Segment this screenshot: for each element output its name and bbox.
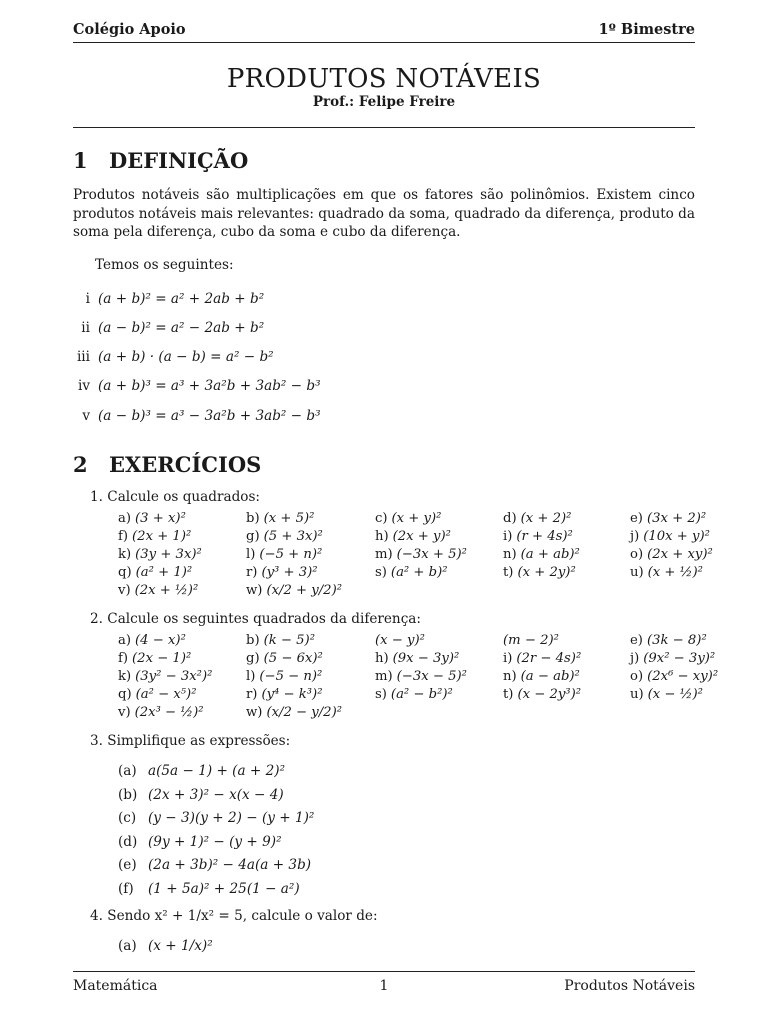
exercise-item-expression: (a² + 1)²	[135, 565, 193, 580]
exercise-item-label: u)	[630, 687, 644, 702]
exercise-item	[375, 651, 459, 666]
identity-expression: (a − b)² = a² − 2ab + b²	[98, 320, 265, 336]
exercise-item-label: h)	[375, 651, 389, 666]
exercise-item	[118, 583, 198, 598]
exercise-item-label: e)	[630, 633, 643, 648]
exercise-subitem	[118, 938, 213, 954]
title-rule	[73, 127, 695, 128]
exercise-subitem-expression: a(5a − 1) + (a + 2)²	[148, 763, 286, 779]
exercise-item-expression: (10x + y)²	[643, 529, 710, 544]
identity-label: iii	[76, 349, 90, 365]
exercise-item	[246, 511, 314, 526]
exercise-item-label: s)	[375, 687, 387, 702]
exercise-item-label: s)	[375, 565, 387, 580]
exercise-item-label: n)	[503, 547, 517, 562]
exercise-item-expression: (−5 − n)²	[259, 669, 323, 684]
exercise-item-label: q)	[118, 565, 132, 580]
exercise-item-label: j)	[630, 529, 640, 544]
exercise-item-label: b)	[246, 511, 260, 526]
exercise-item-label: i)	[503, 651, 513, 666]
exercise-item	[246, 705, 342, 720]
exercise-item	[118, 669, 212, 684]
exercise-item-expression: (2x + xy)²	[647, 547, 713, 562]
exercise-item-expression: (a − ab)²	[520, 669, 580, 684]
exercise-item	[503, 669, 580, 684]
exercise-subitem-label: (d)	[118, 833, 138, 850]
footer-subject: Matemática	[73, 978, 158, 994]
exercise-item-expression: (2x⁶ − xy)²	[647, 669, 719, 684]
exercise-item-label: l)	[246, 547, 256, 562]
exercise-item	[118, 565, 192, 580]
exercise-item-expression: (−3x − 5)²	[396, 669, 467, 684]
exercise-subitem-label: (a)	[118, 938, 137, 954]
exercise-item-label: o)	[630, 547, 644, 562]
exercise-item	[630, 529, 710, 544]
exercise-item-expression: (x − ½)²	[647, 687, 703, 702]
exercise-item-expression: (m − 2)²	[503, 633, 559, 648]
exercise-item-label: w)	[246, 583, 263, 598]
exercise-item-label: k)	[118, 547, 132, 562]
exercise-item	[246, 687, 322, 702]
exercise-item	[503, 529, 573, 544]
exercise-item-label: i)	[503, 529, 513, 544]
exercise-item	[246, 547, 322, 562]
exercise-item-label: w)	[246, 705, 263, 720]
exercise-item	[503, 633, 559, 648]
exercise-subitem-expression: (y − 3)(y + 2) − (y + 1)²	[148, 810, 315, 826]
identity-label: ii	[81, 320, 90, 336]
exercise-item	[630, 633, 707, 648]
exercise-2-title: 2. Calcule os seguintes quadrados da diferença:	[90, 611, 421, 627]
exercise-item	[246, 529, 323, 544]
exercise-item-label: a)	[118, 633, 132, 648]
section-title: DEFINIÇÃO	[109, 148, 249, 173]
exercise-4-title: 4. Sendo x² + 1/x² = 5, calcule o valor de:	[90, 908, 378, 924]
exercise-subitem	[118, 787, 284, 803]
exercise-subitem	[118, 810, 314, 826]
section-heading-definicao	[73, 148, 248, 173]
exercise-item-expression: (5 + 3x)²	[263, 529, 323, 544]
exercise-item-label: q)	[118, 687, 132, 702]
exercise-item-label: a)	[118, 511, 132, 526]
exercise-item-expression: (y⁴ − k³)²	[261, 687, 323, 702]
section-heading-exercicios	[73, 452, 261, 477]
page-footer	[73, 978, 695, 998]
exercise-1-title: 1. Calcule os quadrados:	[90, 489, 261, 505]
exercise-item	[630, 687, 703, 702]
exercise-item-expression: (5 − 6x)²	[263, 651, 323, 666]
exercise-item	[246, 565, 318, 580]
exercise-item-expression: (x + y)²	[391, 511, 442, 526]
identity-expression: (a − b)³ = a³ − 3a²b + 3ab² − b³	[98, 408, 321, 424]
exercise-item-expression: (3y² − 3x²)²	[135, 669, 213, 684]
exercise-item-label: h)	[375, 529, 389, 544]
exercise-item-label: r)	[246, 687, 258, 702]
exercise-item	[375, 633, 425, 648]
exercise-item	[630, 547, 713, 562]
exercise-3-title: 3. Simplifique as expressões:	[90, 733, 291, 749]
identity-label: iv	[77, 378, 90, 394]
exercise-item-label: t)	[503, 687, 514, 702]
exercise-item-label: d)	[503, 511, 517, 526]
identity-label: v	[82, 408, 90, 424]
exercise-item-label: m)	[375, 547, 393, 562]
exercise-item	[118, 651, 191, 666]
exercise-subitem	[118, 881, 300, 897]
page-number: 1	[379, 978, 389, 994]
term-label: 1º Bimestre	[598, 21, 695, 38]
exercise-item	[375, 547, 467, 562]
exercise-item-expression: (x + 2y)²	[517, 565, 576, 580]
exercise-item	[503, 687, 581, 702]
identity-expression: (a + b)² = a² + 2ab + b²	[98, 291, 265, 307]
exercise-item-expression: (2x + ½)²	[134, 583, 199, 598]
exercise-subitem-label: (f)	[118, 880, 134, 897]
exercise-item-expression: (x − y)²	[375, 633, 425, 648]
section-title: EXERCÍCIOS	[109, 452, 262, 477]
exercise-item-label: r)	[246, 565, 258, 580]
exercise-item-expression: (9x² − 3y)²	[643, 651, 716, 666]
exercise-item-label: g)	[246, 529, 260, 544]
exercise-item-expression: (3k − 8)²	[646, 633, 707, 648]
exercise-item-label: b)	[246, 633, 260, 648]
exercise-subitem	[118, 834, 282, 850]
exercise-item-label: l)	[246, 669, 256, 684]
exercise-item-expression: (2r − 4s)²	[516, 651, 582, 666]
exercise-item-label: o)	[630, 669, 644, 684]
exercise-item	[118, 705, 204, 720]
exercise-item	[503, 651, 581, 666]
identity-expression: (a + b)³ = a³ + 3a²b + 3ab² − b³	[98, 378, 321, 394]
exercise-item-expression: (x + ½)²	[647, 565, 703, 580]
header-rule	[73, 42, 695, 43]
exercise-subitem-expression: (2x + 3)² − x(x − 4)	[148, 786, 284, 803]
exercise-item	[118, 529, 191, 544]
exercise-item	[630, 651, 715, 666]
exercise-item	[246, 669, 322, 684]
exercise-item-label: u)	[630, 565, 644, 580]
exercise-item-expression: (2x³ − ½)²	[134, 705, 204, 720]
definition-intro: Temos os seguintes:	[95, 257, 234, 273]
footer-topic: Produtos Notáveis	[564, 978, 695, 994]
exercise-item	[118, 633, 186, 648]
exercise-item-label: f)	[118, 529, 129, 544]
exercise-item-expression: (x/2 + y/2)²	[266, 583, 343, 598]
exercise-item-label: g)	[246, 651, 260, 666]
exercise-item-expression: (k − 5)²	[263, 633, 315, 648]
exercise-subitem-expression: (2a + 3b)² − 4a(a + 3b)	[148, 857, 312, 873]
exercise-item-expression: (x + 5)²	[263, 511, 315, 526]
exercise-item-label: j)	[630, 651, 640, 666]
exercise-subitem-label: (a)	[118, 763, 137, 779]
exercise-item-expression: (−3x + 5)²	[396, 547, 467, 562]
exercise-item-expression: (a + ab)²	[520, 547, 580, 562]
exercise-item	[503, 511, 571, 526]
exercise-item-expression: (2x + 1)²	[132, 529, 192, 544]
exercise-item	[375, 511, 441, 526]
exercise-subitem	[118, 857, 311, 873]
page-header	[73, 21, 695, 43]
exercise-item	[118, 687, 196, 702]
exercise-item	[246, 651, 323, 666]
exercise-item	[375, 565, 448, 580]
exercise-item	[118, 511, 186, 526]
exercise-item	[375, 687, 453, 702]
exercise-subitem-expression: (1 + 5a)² + 25(1 − a²)	[148, 880, 300, 897]
exercise-item-expression: (x − 2y³)²	[517, 687, 582, 702]
exercise-item-expression: (r + 4s)²	[516, 529, 573, 544]
exercise-item-expression: (4 − x)²	[135, 633, 186, 648]
exercise-item-expression: (x/2 − y/2)²	[266, 705, 343, 720]
exercise-item-expression: (y³ + 3)²	[261, 565, 318, 580]
exercise-item-label: v)	[118, 583, 131, 598]
exercise-item	[375, 529, 451, 544]
exercise-item-label: e)	[630, 511, 643, 526]
exercise-item-label: f)	[118, 651, 129, 666]
exercise-item-label: c)	[375, 511, 388, 526]
school-name: Colégio Apoio	[73, 21, 186, 38]
exercise-item-expression: (−5 + n)²	[259, 547, 323, 562]
exercise-item-expression: (2x + y)²	[392, 529, 451, 544]
exercise-item	[630, 669, 718, 684]
exercise-subitem	[118, 763, 285, 779]
exercise-item-expression: (9x − 3y)²	[392, 651, 460, 666]
exercise-item	[503, 547, 580, 562]
exercise-item-expression: (3x + 2)²	[646, 511, 707, 526]
exercise-item	[503, 565, 576, 580]
document-title: PRODUTOS NOTÁVEIS	[226, 64, 542, 94]
exercise-item-label: m)	[375, 669, 393, 684]
exercise-item-label: n)	[503, 669, 517, 684]
exercise-item-expression: (a² + b)²	[390, 565, 448, 580]
exercise-item-expression: (a² − x⁵)²	[135, 687, 197, 702]
footer-rule	[73, 971, 695, 972]
exercise-item-label: t)	[503, 565, 514, 580]
exercise-item-expression: (2x − 1)²	[132, 651, 192, 666]
exercise-item-label: v)	[118, 705, 131, 720]
exercise-item	[630, 511, 706, 526]
exercise-item-expression: (3 + x)²	[135, 511, 186, 526]
exercise-item	[118, 547, 202, 562]
document-author: Prof.: Felipe Freire	[312, 94, 456, 110]
exercise-item-expression: (a² − b²)²	[390, 687, 453, 702]
identity-label: i	[85, 291, 90, 307]
exercise-subitem-expression: (x + 1/x)²	[148, 938, 213, 954]
exercise-subitem-label: (c)	[118, 810, 137, 826]
section-number: 2	[73, 452, 88, 477]
exercise-item	[246, 583, 342, 598]
exercise-item-label: k)	[118, 669, 132, 684]
exercise-item-expression: (3y + 3x)²	[135, 547, 202, 562]
exercise-item	[630, 565, 703, 580]
exercise-item	[246, 633, 315, 648]
exercise-item-expression: (x + 2)²	[520, 511, 572, 526]
exercise-subitem-label: (e)	[118, 857, 137, 873]
exercise-subitem-label: (b)	[118, 786, 138, 803]
exercise-item	[375, 669, 467, 684]
section-number: 1	[73, 148, 88, 173]
identity-expression: (a + b) · (a − b) = a² − b²	[98, 349, 274, 365]
definition-paragraph: Produtos notáveis são multiplicações em que os fatores são polinômios. Existem cinco produtos notáveis mais relevantes: quadrado da soma, quadrado da diferença, produto da soma pela diferença, cubo da soma e cubo da diferença.	[73, 187, 695, 240]
exercise-subitem-expression: (9y + 1)² − (y + 9)²	[148, 833, 282, 850]
